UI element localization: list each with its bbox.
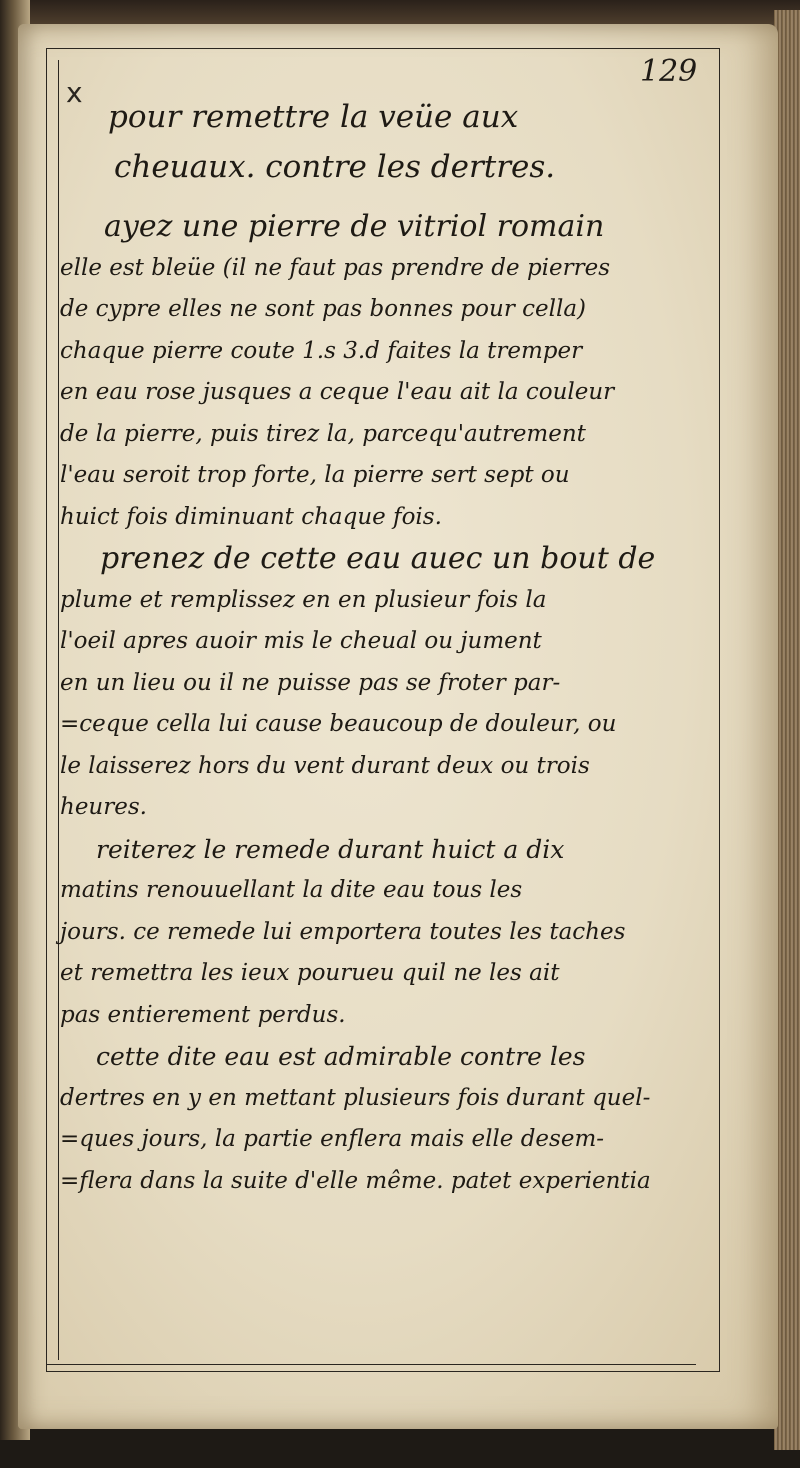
text-line: jours. ce remede lui emportera toutes les taches: [60, 918, 626, 945]
text-line: en eau rose jusques a ceque l'eau ait la couleur: [60, 379, 615, 405]
ruled-margin-left: [58, 60, 59, 1360]
text-line: dertres en y en mettant plusieurs fois durant quel-: [60, 1084, 651, 1111]
page-number: 129: [640, 54, 698, 89]
text-line: ayez une pierre de vitriol romain: [104, 209, 605, 244]
text-line: =flera dans la suite d'elle même. patet experientia: [60, 1167, 651, 1194]
margin-cross-mark: x: [66, 76, 83, 109]
text-line: chaque pierre coute 1.s 3.d faites la tremper: [60, 337, 583, 364]
text-line: prenez de cette eau auec un bout de: [100, 541, 656, 576]
text-line: l'eau seroit trop forte, la pierre sert sept ou: [60, 462, 570, 488]
text-line: de la pierre, puis tirez la, parcequ'autrement: [60, 420, 586, 447]
paragraph-application: [60, 538, 730, 829]
text-line: =ques jours, la partie enflera mais elle desem-: [60, 1126, 605, 1152]
paragraph-ingredients: [60, 206, 730, 538]
recipe-title-line: pour remettre la veüe aux: [108, 99, 519, 135]
text-line: l'oeil apres auoir mis le cheual ou jument: [60, 628, 542, 654]
text-line: =ceque cella lui cause beaucoup de douleur, ou: [60, 711, 617, 737]
text-line: pas entierement perdus.: [60, 1001, 346, 1028]
text-line: huict fois diminuant chaque fois.: [60, 503, 442, 530]
text-line: heures.: [60, 794, 147, 820]
text-line: le laisserez hors du vent durant deux ou trois: [60, 752, 590, 779]
paragraph-dertres: [60, 1036, 730, 1202]
text-line: matins renouuellant la dite eau tous les: [60, 877, 523, 903]
paragraph-repetition: [60, 829, 730, 1037]
text-line: de cypre elles ne sont pas bonnes pour cella): [60, 296, 587, 322]
ruled-margin-bottom: [46, 1364, 696, 1365]
text-line: elle est bleüe (il ne faut pas prendre de pierres: [60, 254, 611, 281]
recipe-text: [60, 92, 730, 1202]
text-line: cette dite eau est admirable contre les: [96, 1042, 586, 1071]
text-line: plume et remplissez en en plusieur fois la: [60, 586, 547, 613]
text-line: et remettra les ieux pourueu quil ne les ait: [60, 960, 560, 986]
recipe-title-line: cheuaux. contre les dertres.: [114, 149, 556, 185]
text-line: reiterez le remede durant huict a dix: [96, 834, 565, 864]
text-line: en un lieu ou il ne puisse pas se froter par-: [60, 669, 561, 696]
